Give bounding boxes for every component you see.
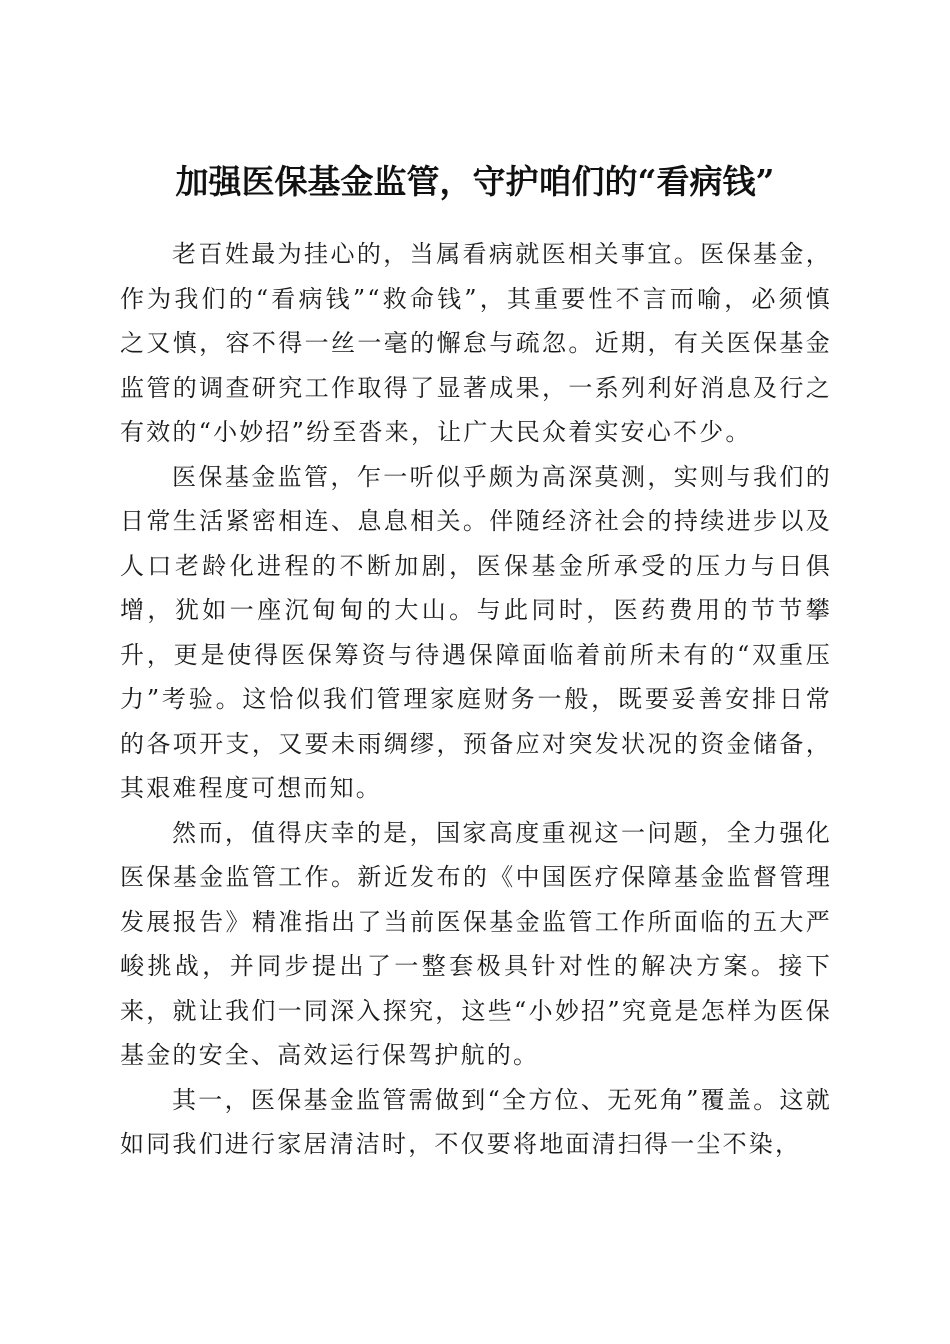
paragraph-3: 然而，值得庆幸的是，国家高度重视这一问题，全力强化医保基金监管工作。新近发布的《中国医疗保障基金监督管理发展报告》精准指出了当前医保基金监管工作所面临的五大严峻挑战，并同步提出了一整套极具针对性的解决方案。接下来，就让我们一同深入探究，这些“小妙招”究竟是怎样为医保基金的安全、高效运行保驾护航的。 [120, 818, 832, 1069]
paragraph-4: 其一，医保基金监管需做到“全方位、无死角”覆盖。这就如同我们进行家居清洁时，不仅要将地面清扫得一尘不染， [120, 1085, 832, 1158]
paragraph-2: 医保基金监管，乍一听似乎颇为高深莫测，实则与我们的日常生活紧密相连、息息相关。伴随经济社会的持续进步以及人口老龄化进程的不断加剧，医保基金所承受的压力与日俱增，犹如一座沉甸甸的大山。与此同时，医药费用的节节攀升，更是使得医保筹资与待遇保障面临着前所未有的“双重压力”考验。这恰似我们管理家庭财务一般，既要妥善安排日常的各项开支，又要未雨绸缪，预备应对突发状况的资金储备，其艰难程度可想而知。 [120, 462, 832, 802]
document-title: 加强医保基金监管，守护咱们的“看病钱” [175, 162, 775, 202]
paragraph-1: 老百姓最为挂心的，当属看病就医相关事宜。医保基金，作为我们的“看病钱”“救命钱”，其重要性不言而喻，必须慎之又慎，容不得一丝一毫的懈怠与疏忽。近期，有关医保基金监管的调查研究工作取得了显著成果，一系列利好消息及行之有效的“小妙招”纷至沓来，让广大民众着实安心不少。 [120, 240, 832, 446]
document-body [120, 232, 832, 1167]
